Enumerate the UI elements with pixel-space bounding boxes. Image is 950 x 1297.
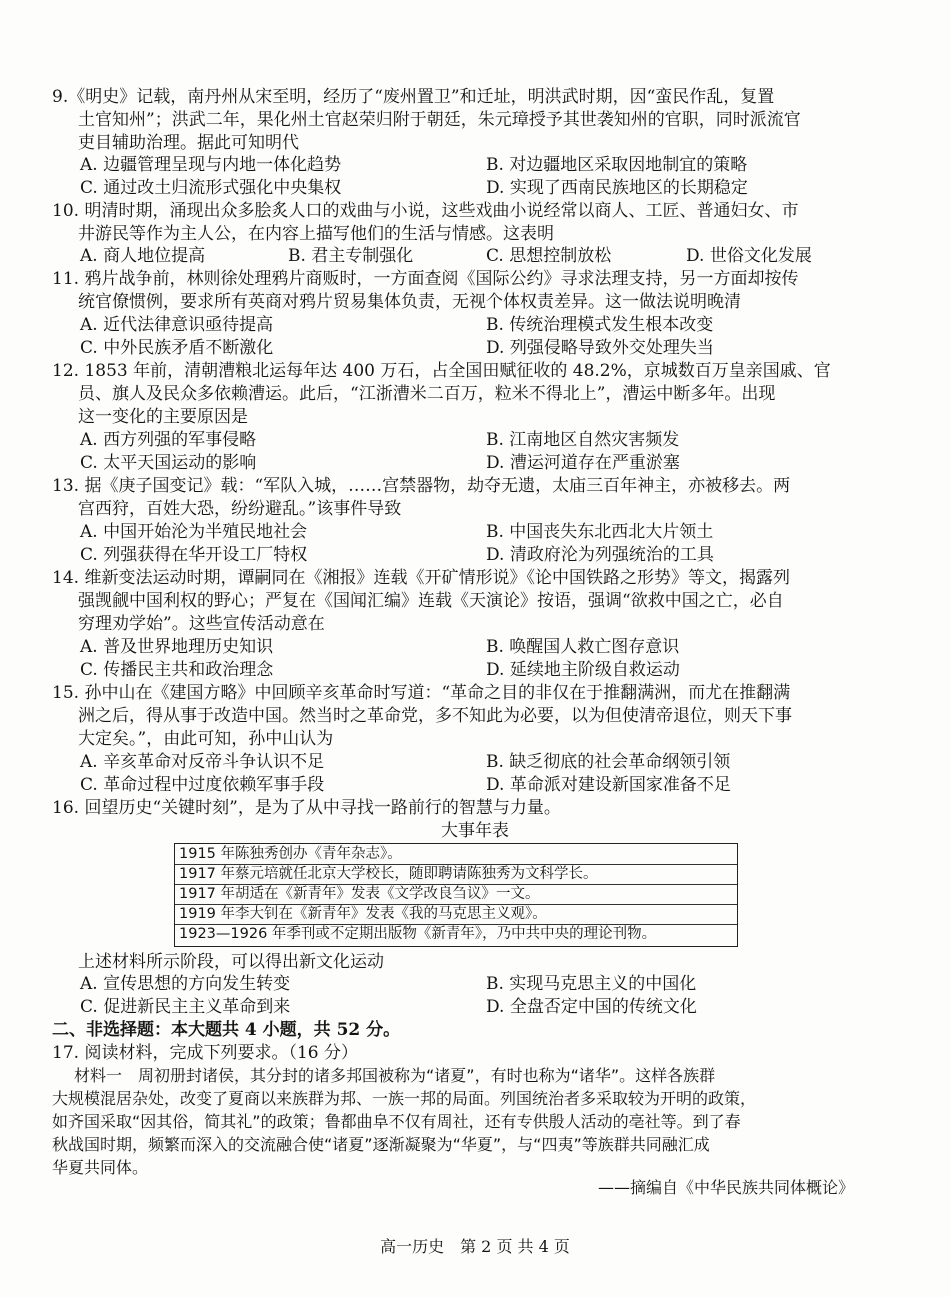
q11-option-c[interactable]: C. 中外民族矛盾不断激化	[80, 338, 274, 358]
material-line: 秋战国时期，频繁而深入的交流融合使“诸夏”逐渐凝聚为“华夏”，与“四夷”等族群共同融汇成	[52, 1135, 710, 1154]
q10-option-b[interactable]: B. 君主专制强化	[288, 246, 414, 266]
q15-option-c[interactable]: C. 革命过程中过度依赖军事手段	[80, 775, 325, 795]
q9-stem-line: 土官知州”；洪武二年，果化州土官赵荣归附于朝廷，朱元璋授予其世袭知州的官职，同时派流官	[78, 110, 801, 130]
q13-stem-line: 宫西狩，百姓大恐，纷纷避乱。”该事件导致	[78, 499, 402, 519]
q12-stem-line: 12. 1853 年前，清朝漕粮北运每年达 400 万石，占全国田赋征收的 48.2%，京城数百万皇亲国戚、官	[52, 361, 831, 381]
q11-option-b[interactable]: B. 传统治理模式发生根本改变	[486, 315, 714, 335]
q17-intro: 17. 阅读材料，完成下列要求。（16 分）	[52, 1043, 358, 1063]
q10-stem-line: 井游民等作为主人公，在内容上描写他们的生活与情感。这表明	[78, 224, 554, 244]
material-line: 如齐国采取“因其俗，简其礼”的政策；鲁都曲阜不仅有周社，还有专供殷人活动的亳社等。到了春	[52, 1112, 741, 1131]
section-heading: 二、非选择题：本大题共 4 小题，共 52 分。	[52, 1020, 401, 1040]
q13-option-c[interactable]: C. 列强获得在华开设工厂特权	[80, 545, 308, 565]
q10-option-c[interactable]: C. 思想控制放松	[486, 246, 612, 266]
q16-option-a[interactable]: A. 宣传思想的方向发生转变	[80, 974, 291, 994]
material-line: 材料一 周初册封诸侯，其分封的诸多邦国被称为“诸夏”，有时也称为“诸华”。这样各族群	[74, 1066, 716, 1085]
q16-stem-line: 16. 回望历史“关键时刻”，是为了从中寻找一路前行的智慧与力量。	[52, 798, 561, 818]
q9-stem-line: 吏目辅助治理。据此可知明代	[78, 133, 299, 153]
q9-option-a[interactable]: A. 边疆管理呈现与内地一体化趋势	[80, 155, 342, 175]
q14-option-c[interactable]: C. 传播民主共和政治理念	[80, 660, 274, 680]
material-line: 大规模混居杂处，改变了夏商以来族群为邦、一族一邦的局面。列国统治者多采取较为开明的政策，	[52, 1089, 757, 1108]
q13-option-d[interactable]: D. 清政府沦为列强统治的工具	[486, 545, 714, 565]
q9-option-b[interactable]: B. 对边疆地区采取因地制宜的策略	[486, 155, 748, 175]
q11-option-d[interactable]: D. 列强侵略导致外交处理失当	[486, 338, 714, 358]
q16-followup: 上述材料所示阶段，可以得出新文化运动	[78, 952, 384, 972]
q15-option-d[interactable]: D. 革命派对建设新国家准备不足	[486, 775, 731, 795]
q9-option-c[interactable]: C. 通过改土归流形式强化中央集权	[80, 178, 342, 198]
q12-option-b[interactable]: B. 江南地区自然灾害频发	[486, 430, 680, 450]
timeline-table-title: 大事年表	[441, 821, 509, 841]
q11-stem-line: 11. 鸦片战争前，林则徐处理鸦片商贩时，一方面查阅《国际公约》寻求法理支持，另一方面却按传	[52, 269, 799, 289]
q16-option-d[interactable]: D. 全盘否定中国的传统文化	[486, 997, 697, 1017]
q12-stem-line: 这一变化的主要原因是	[78, 407, 248, 427]
q12-option-c[interactable]: C. 太平天国运动的影响	[80, 453, 257, 473]
material-source: ——摘编自《中华民族共同体概论》	[597, 1178, 854, 1197]
q16-option-b[interactable]: B. 实现马克思主义的中国化	[486, 974, 697, 994]
q9-option-d[interactable]: D. 实现了西南民族地区的长期稳定	[486, 178, 748, 198]
q15-stem-line: 洲之后，得从事于改造中国。然当时之革命党，多不知此为必要，以为但使清帝退位，则天下事	[78, 706, 792, 726]
q14-option-a[interactable]: A. 普及世界地理历史知识	[80, 637, 274, 657]
q13-stem-line: 13. 据《庚子国变记》载：“军队入城，……宫禁器物，劫夺无遗，太庙三百年神主，亦被移去。两	[52, 476, 791, 496]
timeline-table	[174, 843, 738, 947]
q10-stem-line: 10. 明清时期，涌现出众多脍炙人口的戏曲与小说，这些戏曲小说经常以商人、工匠、普通妇女、市	[52, 201, 799, 221]
q10-option-a[interactable]: A. 商人地位提高	[80, 246, 206, 266]
q14-option-b[interactable]: B. 唤醒国人救亡图存意识	[486, 637, 680, 657]
q14-option-d[interactable]: D. 延续地主阶级自救运动	[486, 660, 680, 680]
q15-stem-line: 15. 孙中山在《建国方略》中回顾辛亥革命时写道：“革命之目的非仅在于推翻满洲，而尤在推翻满	[52, 683, 791, 703]
q15-stem-line: 大定矣。”，由此可知，孙中山认为	[78, 729, 334, 749]
q16-option-c[interactable]: C. 促进新民主主义革命到来	[80, 997, 291, 1017]
q12-option-d[interactable]: D. 漕运河道存在严重淤塞	[486, 453, 680, 473]
page-footer: 高一历史 第 2 页 共 4 页	[380, 1237, 570, 1256]
q12-stem-line: 员、旗人及民众多依赖漕运。此后，“江浙漕米二百万，粒米不得北上”，漕运中断多年。出现	[78, 384, 776, 404]
timeline-row: 1917 年蔡元培就任北京大学校长，随即聘请陈独秀为文科学长。	[175, 864, 737, 885]
timeline-row: 1919 年李大钊在《新青年》发表《我的马克思主义观》。	[175, 904, 737, 925]
q12-option-a[interactable]: A. 西方列强的军事侵略	[80, 430, 257, 450]
timeline-row: 1917 年胡适在《新青年》发表《文学改良刍议》一文。	[175, 884, 737, 905]
material-line: 华夏共同体。	[52, 1158, 149, 1177]
q9-stem-line: 9.《明史》记载，南丹州从宋至明，经历了“废州置卫”和迁址，明洪武时期，因“蛮民作乱，复置	[52, 87, 775, 107]
q13-option-b[interactable]: B. 中国丧失东北西北大片领土	[486, 522, 714, 542]
q14-stem-line: 强觊觎中国利权的野心；严复在《国闻汇编》连载《天演论》按语，强调“欲救中国之亡，必自	[78, 591, 784, 611]
q11-stem-line: 统官僚惯例，要求所有英商对鸦片贸易集体负责，无视个体权责差异。这一做法说明晚清	[78, 292, 741, 312]
q15-option-a[interactable]: A. 辛亥革命对反帝斗争认识不足	[80, 752, 325, 772]
timeline-row: 1923—1926 年季刊或不定期出版物《新青年》，乃中共中央的理论刊物。	[179, 926, 657, 942]
timeline-row: 1915 年陈独秀创办《青年杂志》。	[175, 844, 737, 865]
q14-stem-line: 14. 维新变法运动时期，谭嗣同在《湘报》连载《开矿情形说》《论中国铁路之形势》等文，揭露列	[52, 568, 790, 588]
q14-stem-line: 穷理劝学始”。这些宣传活动意在	[78, 614, 325, 634]
q15-option-b[interactable]: B. 缺乏彻底的社会革命纲领引领	[486, 752, 731, 772]
q13-option-a[interactable]: A. 中国开始沦为半殖民地社会	[80, 522, 308, 542]
q11-option-a[interactable]: A. 近代法律意识亟待提高	[80, 315, 274, 335]
q10-option-d[interactable]: D. 世俗文化发展	[686, 246, 812, 266]
